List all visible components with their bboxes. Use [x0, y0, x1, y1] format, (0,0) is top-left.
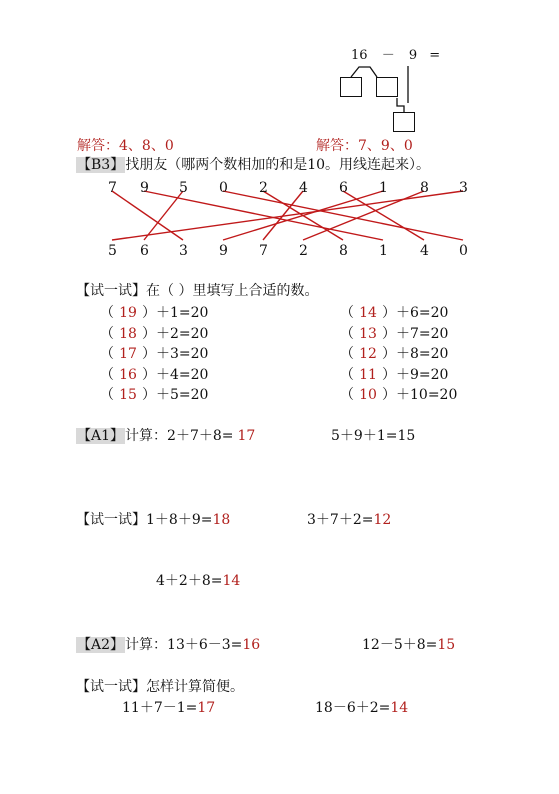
fill-blank-rest: ＋10=20 [396, 387, 458, 403]
a2-tag: 【A2】 [77, 637, 125, 653]
fill-blank-answer: 10 [359, 387, 377, 403]
fill-blank-row [100, 367, 208, 383]
close-paren: ） [142, 387, 156, 403]
top-expr-op: － [381, 48, 395, 63]
match-line-0 [112, 191, 183, 240]
close-paren: ） [382, 305, 396, 321]
try2-ans3: 14 [222, 573, 241, 589]
try3-heading [76, 679, 244, 695]
open-paren: （ [340, 305, 354, 321]
match-top-number: 2 [259, 180, 268, 196]
match-bottom-number: 8 [339, 243, 348, 259]
fill-blank-row [340, 305, 448, 321]
match-top-number: 6 [339, 180, 348, 196]
open-paren: （ [100, 325, 114, 342]
fill-blank-answer: 18 [119, 325, 137, 342]
fill-blank-row [100, 305, 208, 321]
fill-blank-answer: 19 [119, 305, 137, 321]
try2-line-2 [307, 512, 391, 528]
open-paren: （ [100, 387, 114, 403]
try3-ans1: 17 [197, 700, 216, 716]
fill-blank-row [340, 367, 448, 383]
top-expr-a: 16 [351, 48, 368, 63]
try2-expr1: 1＋8＋9= [146, 512, 213, 528]
match-bottom-number: 3 [179, 243, 188, 259]
match-top-number: 7 [108, 180, 117, 196]
try3-line-1 [122, 700, 215, 716]
match-top-number: 0 [219, 180, 228, 196]
match-bottom-number: 9 [219, 243, 228, 259]
match-top-number: 1 [379, 180, 388, 196]
top-expr-eq: = [429, 48, 441, 63]
top-expr-b: 9 [408, 48, 418, 63]
fill-blank-answer: 15 [119, 387, 137, 403]
a1-line [76, 428, 255, 444]
fill-blank-rest: ＋1=20 [156, 305, 209, 321]
answer-left-value: 4、8、0 [119, 138, 174, 154]
match-top-number: 9 [140, 180, 149, 196]
match-top-number: 5 [179, 180, 188, 196]
a1-ans2: 15 [397, 428, 416, 444]
a1-label: 计算： [125, 428, 168, 444]
fill-blank-row [100, 326, 208, 342]
fill-blank-rest: ＋8=20 [396, 346, 449, 362]
a2-ans1: 16 [242, 637, 261, 653]
answer-right-value: 7、9、0 [358, 138, 413, 154]
try2-expr2: 3＋7＋2= [307, 512, 374, 528]
fill-blank-rest: ＋7=20 [396, 325, 449, 342]
open-paren: （ [340, 346, 354, 362]
fill-blank-rest: ＋2=20 [156, 325, 209, 342]
open-paren: （ [340, 387, 354, 403]
try1-tag: 【试一试】 [76, 283, 146, 299]
match-line-7 [223, 191, 383, 240]
try2-ans2: 12 [373, 512, 392, 528]
try2-expr3: 4＋2＋8= [156, 573, 223, 589]
close-paren: ） [142, 346, 156, 362]
a2-expr2: 12－5＋8= [362, 637, 438, 653]
fill-blank-row [100, 346, 208, 362]
try3-line-2 [315, 700, 408, 716]
fill-blank-answer: 17 [119, 346, 137, 362]
fill-blank-rest: ＋4=20 [156, 366, 209, 383]
match-bottom-number: 7 [259, 243, 268, 259]
match-bottom-number: 2 [299, 243, 308, 259]
a1-line-2 [331, 428, 415, 444]
a1-expr1: 2＋7＋8= [167, 428, 234, 444]
close-paren: ） [382, 325, 396, 342]
try3-tag: 【试一试】 [76, 679, 146, 695]
open-paren: （ [100, 305, 114, 321]
open-paren: （ [340, 325, 354, 342]
fill-blank-rest: ＋6=20 [396, 305, 449, 321]
a2-ans2: 15 [437, 637, 456, 653]
match-bottom-number: 0 [459, 243, 468, 259]
answer-right-label: 解答： [316, 138, 358, 154]
fill-blank-answer: 14 [359, 305, 377, 321]
try2-tag: 【试一试】 [76, 512, 146, 528]
answer-left-label: 解答： [77, 138, 119, 154]
b3-text: 找朋友（哪两个数相加的和是10。用线连起来）。 [125, 157, 431, 173]
try3-ans2: 14 [390, 700, 409, 716]
a2-line [76, 637, 260, 653]
fill-blank-answer: 11 [359, 366, 377, 383]
try2-line-3 [156, 573, 240, 589]
open-paren: （ [340, 366, 354, 383]
match-bottom-number: 6 [140, 243, 149, 259]
fill-blank-answer: 12 [359, 346, 377, 362]
close-paren: ） [382, 366, 396, 383]
try2-line [76, 512, 230, 528]
a2-line-2 [362, 637, 455, 653]
try3-expr1: 11＋7－1= [122, 700, 198, 716]
a1-expr2: 5＋9＋1= [331, 428, 398, 444]
try3-expr2: 18－6＋2= [315, 700, 391, 716]
close-paren: ） [382, 346, 396, 362]
close-paren: ） [142, 366, 156, 383]
fill-blank-row [340, 326, 448, 342]
a2-expr1: 13＋6－3= [167, 637, 243, 653]
fill-blank-answer: 16 [119, 366, 137, 383]
match-line-1 [144, 191, 383, 240]
open-paren: （ [100, 346, 114, 362]
try1-heading [76, 283, 318, 299]
open-paren: （ [100, 366, 114, 383]
close-paren: ） [142, 305, 156, 321]
a2-label: 计算： [125, 637, 168, 653]
try2-ans1: 18 [212, 512, 231, 528]
fill-blank-row [340, 387, 457, 403]
match-top-number: 3 [459, 180, 468, 196]
b3-tag: 【B3】 [77, 157, 125, 173]
fill-blank-rest: ＋5=20 [156, 387, 209, 403]
close-paren: ） [382, 387, 396, 403]
match-line-9 [112, 191, 463, 240]
match-top-number: 4 [299, 180, 308, 196]
match-bottom-number: 1 [379, 243, 388, 259]
a1-tag: 【A1】 [77, 428, 125, 444]
fill-blank-row [100, 387, 208, 403]
match-top-number: 8 [420, 180, 429, 196]
try1-text: 在（ ）里填写上合适的数。 [146, 283, 319, 299]
fill-blank-rest: ＋9=20 [396, 366, 449, 383]
try3-text: 怎样计算简便。 [146, 679, 244, 695]
fill-blank-row [340, 346, 448, 362]
match-bottom-number: 4 [420, 243, 429, 259]
close-paren: ） [142, 325, 156, 342]
match-bottom-number: 5 [108, 243, 117, 259]
a1-ans1: 17 [237, 428, 256, 444]
fill-blank-answer: 13 [359, 325, 377, 342]
fill-blank-rest: ＋3=20 [156, 346, 209, 362]
match-line-3 [223, 191, 463, 240]
